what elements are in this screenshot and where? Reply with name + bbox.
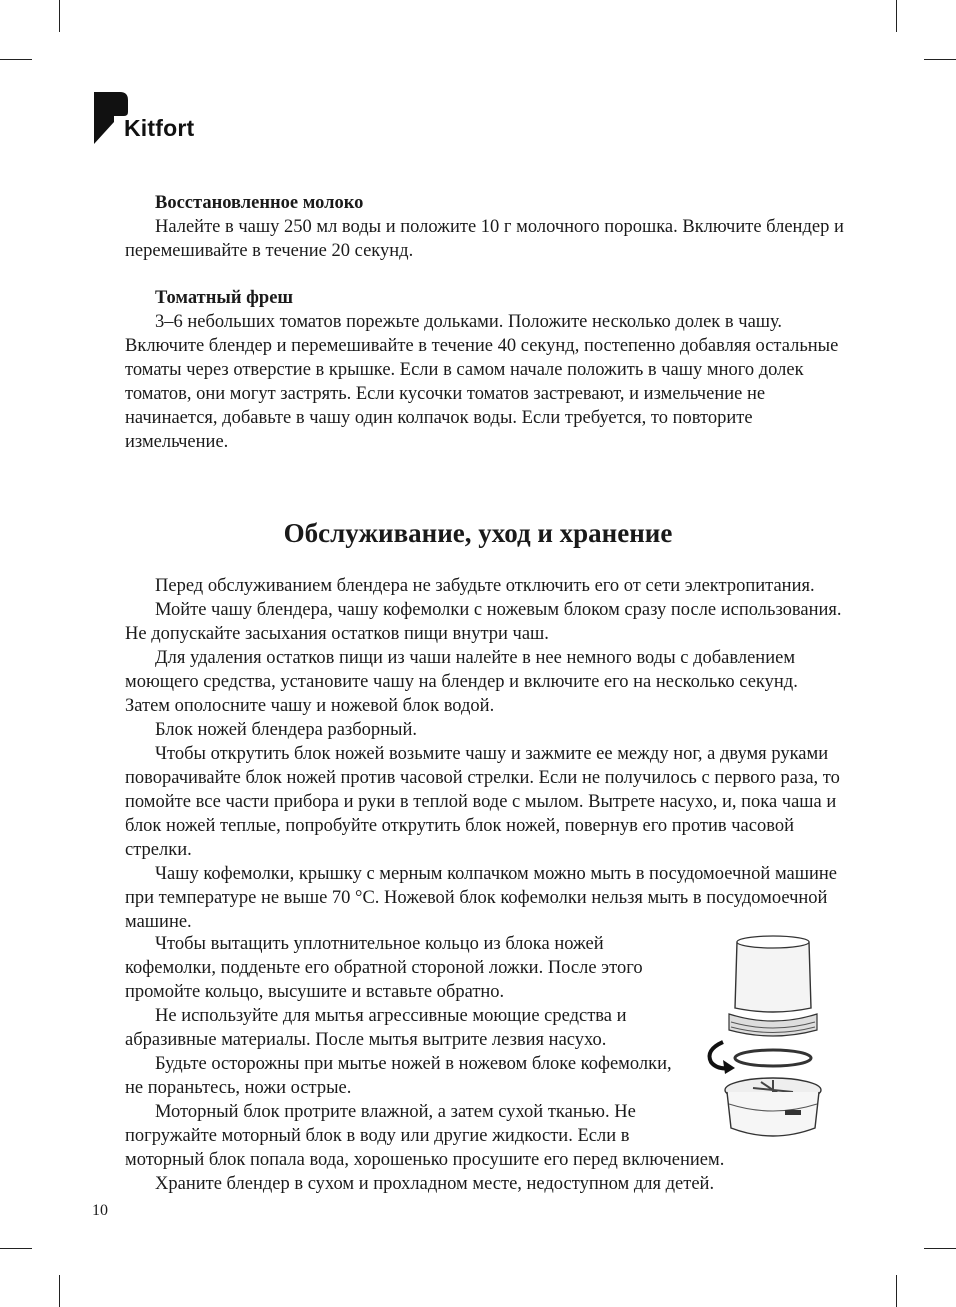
paragraph: Налейте в чашу 250 мл воды и положите 10 г молочного порошка. Включите блендер и перемешивайте в течение 20 секунд. [125,217,844,261]
paragraph: Не используйте для мытья агрессивные моющие средства и абразивные материалы. После мытья вытрите лезвия насухо. [125,1006,627,1050]
care-text [125,574,845,934]
section-heading: Томатный фреш [155,288,294,308]
crop-mark [896,1275,897,1307]
paragraph: Блок ножей блендера разборный. [155,720,417,740]
crop-mark [0,59,32,60]
paragraph: Будьте осторожны при мытье ножей в ножевом блоке кофемолки, не пораньтесь, ножи острые. [125,1054,672,1098]
page-title: Обслуживание, уход и хранение [283,518,673,548]
crop-mark [59,1275,60,1307]
paragraph: Чашу кофемолки, крышку с мерным колпачком можно мыть в посудомоечной машине при температуре не выше 70 °С. Ножевой блок кофемолки нельзя мыть в посудомоечной машине. [125,864,837,932]
care-text-with-figure [125,932,845,1196]
paragraph: 3–6 небольших томатов порежьте дольками. Положите несколько долек в чашу. Включите блендер и перемешивайте в течение 40 секунд, постепенно добавляя остальные томаты через отверстие в крышке. Если в самом начале положить в чашу много долек томатов, они могут застрять. Если кусочки томатов застревают, и измельчение не начинается, добавьте в чашу один колпачок воды. Если требуется, то повторите измельчение. [125,312,839,452]
section-heading: Восстановленное молоко [155,193,364,213]
crop-mark [0,1248,32,1249]
paragraph: Чтобы вытащить уплотнительное кольцо из блока ножей кофемолки, подденьте его обратной стороной ложки. После этого промойте кольцо, высушите и вставьте обратно. [125,934,643,1002]
crop-mark [924,1248,956,1249]
paragraph: Для удаления остатков пищи из чаши налейте в нее немного воды с добавлением моющего средства, установите чашу на блендер и включите его на несколько секунд. Затем ополосните чашу и ножевой блок водой. [125,648,798,716]
paragraph: Храните блендер в сухом и прохладном месте, недоступном для детей. [155,1174,715,1194]
crop-mark [896,0,897,32]
crop-mark [59,0,60,32]
page-number: 10 [92,1202,108,1219]
brand-logo [92,92,194,144]
paragraph: Перед обслуживанием блендера не забудьте отключить его от сети электропитания. [155,576,815,596]
crop-mark [924,59,956,60]
recipe-milk [125,191,845,263]
paragraph: Чтобы открутить блок ножей возьмите чашу и зажмите ее между ног, а двумя руками поворачивайте блок ножей против часовой стрелки. Если не получилось с первого раза, то помойте все части прибора и руки в теплой воде с мылом. Вытрете насухо, и, пока чаша и блок ножей теплые, попробуйте открутить блок ножей, повернув его против часовой стрелки. [125,744,840,860]
recipe-tomato [125,286,845,454]
brand-name: Kitfort [124,115,195,141]
paragraph: Мойте чашу блендера, чашу кофемолки с ножевым блоком сразу после использования. Не допускайте засыхания остатков пищи внутри чаш. [125,600,842,644]
paragraph: Моторный блок протрите влажной, а затем сухой тканью. Не погружайте моторный блок в воду или другие жидкости. Если в моторный блок попала вода, хорошенько просушите его перед включением. [125,1102,725,1170]
grinder-assembly-illustration [701,932,845,1148]
